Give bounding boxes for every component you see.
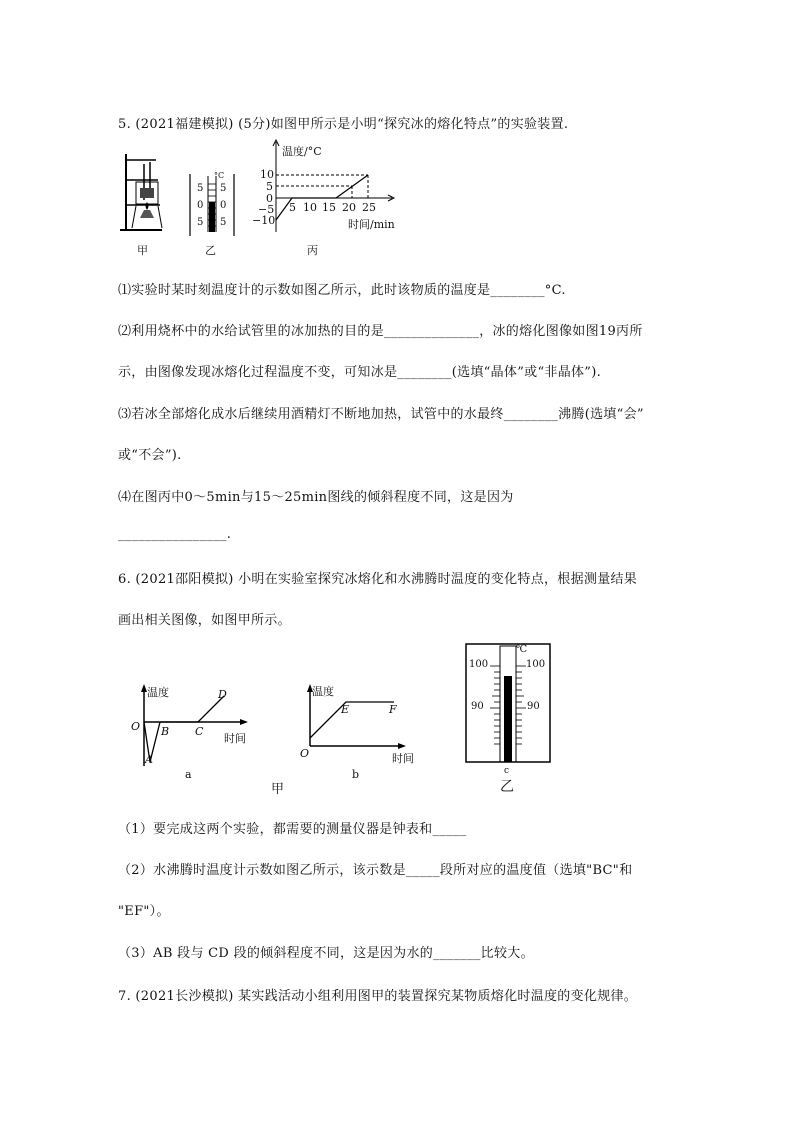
q5-part3-line1: ⑶若冰全部熔化成水后继续用酒精灯不断地加热，试管中的水最终________沸腾(选填“会” (118, 407, 644, 422)
q7-title: 7. (2021长沙模拟) 某实践活动小组利用图甲的装置探究某物质熔化时温度的变化规律。 (118, 989, 638, 1004)
graph-bing-xtick-10: 10 (303, 201, 317, 214)
thermo-c-unit: ℃ (516, 644, 528, 655)
apparatus-figure (118, 150, 168, 238)
q6-caption-jia: 甲 (271, 782, 285, 797)
q5-part2-line1: ⑵利用烧杯中的水给试管里的冰加热的目的是______________，冰的熔化图像如图19丙所 (118, 324, 643, 339)
graph-bing-ytick-0: 0 (266, 192, 273, 205)
graph-b-point-e: E (341, 703, 350, 716)
graph-b-point-o: O (300, 747, 310, 760)
graph-a-point-o: O (131, 720, 141, 733)
thermo-yi-tick-right-3: 5 (220, 217, 227, 228)
graph-a-xlabel: 时间 (224, 732, 246, 745)
thermo-yi-tick-left-2: 0 (197, 200, 204, 211)
graph-bing-xlabel: 时间/min (348, 218, 395, 231)
thermo-yi-tick-right-2: 0 (220, 200, 227, 211)
graph-a-point-d: D (218, 688, 227, 701)
fig-label-bing: 丙 (307, 244, 318, 257)
graph-b-xlabel: 时间 (392, 752, 414, 765)
graph-a-ylabel: 温度 (147, 686, 169, 699)
thermo-c-caption: c (504, 766, 510, 776)
q6-part3: （3）AB 段与 CD 段的倾斜程度不同，这是因为水的_______比较大。 (118, 946, 534, 961)
graph-bing-ytick-neg5: −5 (258, 203, 275, 216)
q5-part4-line1: ⑷在图丙中0～5min与15～25min图线的倾斜程度不同，这是因为 (118, 490, 514, 505)
graph-b-ylabel: 温度 (312, 685, 334, 698)
thermo-c-tick-100-left: 100 (469, 659, 489, 670)
q6-part1: （1）要完成这两个实验，都需要的测量仪器是钟表和_____ (118, 822, 467, 837)
graph-b-point-f: F (389, 703, 397, 716)
thermo-yi-tick-left-3: 5 (197, 217, 204, 228)
graph-a-point-b: B (161, 725, 170, 738)
q5-part3-line2: 或“不会”). (118, 448, 182, 463)
graph-bing-xtick-20: 20 (342, 201, 356, 214)
graph-bing-xtick-25: 25 (362, 201, 376, 214)
graph-b-caption: b (352, 768, 360, 781)
thermo-c-tick-100-right: 100 (526, 659, 546, 670)
thermometer-figure-yi (186, 172, 238, 238)
q5-title: 5. (2021福建模拟) (5分)如图甲所示是小明“探究冰的熔化特点”的实验装置. (118, 117, 569, 132)
graph-bing-ytick-10: 10 (260, 168, 274, 181)
q6-title-line2: 画出相关图像，如图甲所示。 (118, 613, 291, 628)
thermo-c-tick-90-left: 90 (471, 701, 484, 712)
graph-bing-ytick-neg10: −10 (252, 214, 276, 227)
fig-label-jia: 甲 (137, 244, 148, 257)
q6-caption-yi: 乙 (500, 779, 514, 795)
thermo-yi-unit: °C (214, 171, 225, 180)
q5-part2-line2: 示，由图像发现冰熔化过程温度不变，可知冰是________(选填“晶体”或“非晶体”). (118, 365, 602, 380)
graph-a-point-a: A (145, 753, 153, 766)
graph-a-caption: a (185, 768, 192, 781)
thermo-yi-tick-right-1: 5 (220, 183, 227, 194)
q5-part4-line2: ________________. (118, 527, 232, 542)
graph-bing-xtick-5: 5 (289, 201, 296, 214)
fig-label-yi: 乙 (205, 244, 216, 257)
q5-part1: ⑴实验时某时刻温度计的示数如图乙所示，此时该物质的温度是________°C. (118, 283, 566, 298)
graph-bing-xtick-15: 15 (322, 201, 336, 214)
thermo-yi-tick-left-1: 5 (197, 183, 204, 194)
q6-part2-line2: "EF"）。 (118, 904, 170, 919)
q6-title-line1: 6. (2021邵阳模拟) 小明在实验室探究冰熔化和水沸腾时温度的变化特点，根据测量结果 (118, 572, 638, 587)
graph-bing-ytick-5: 5 (266, 180, 273, 193)
thermo-c-tick-90-right: 90 (527, 701, 540, 712)
q6-part2-line1: （2）水沸腾时温度计示数如图乙所示，该示数是_____段所对应的温度值（选填"BC"和 (118, 863, 633, 878)
graph-bing-ylabel: 温度/°C (282, 145, 322, 158)
graph-a-point-c: C (195, 725, 204, 738)
